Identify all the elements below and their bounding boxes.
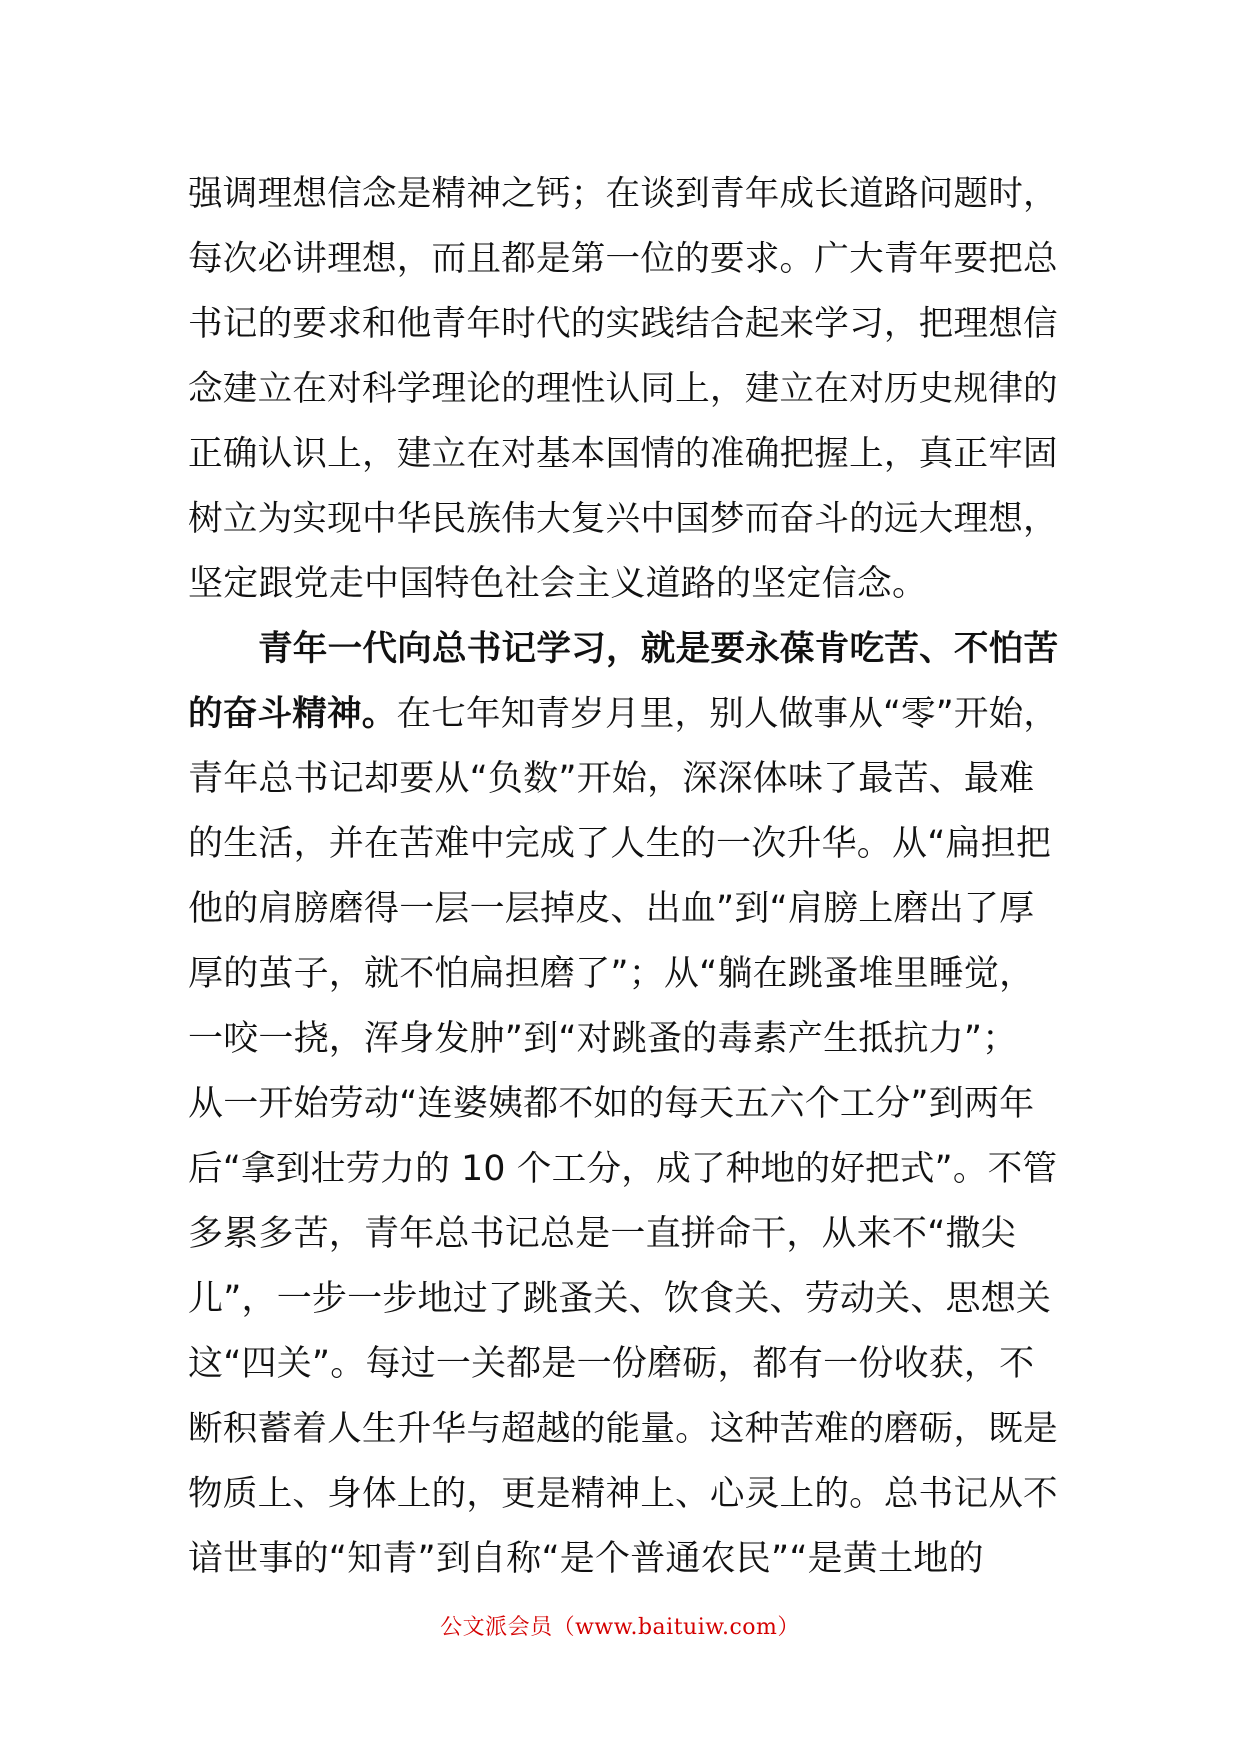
text-segment: 念建立在对科学理论的理性认同上，建立在对历史规律的 xyxy=(188,369,1058,409)
text-segment: 从一开始劳动“连婆姨都不如的每天五六个工分”到两年 xyxy=(188,1084,1035,1124)
text-line xyxy=(188,357,1058,422)
text-segment: 物质上、身体上的，更是精神上、心灵上的。总书记从不 xyxy=(188,1474,1058,1514)
text-line xyxy=(188,162,1058,227)
text-line xyxy=(188,1527,1058,1592)
text-segment: 树立为实现中华民族伟大复兴中国梦而奋斗的远大理想， xyxy=(188,499,1058,539)
text-line xyxy=(188,1397,1058,1462)
text-line xyxy=(188,617,1058,682)
bold-text-segment: 青年一代向总书记学习，就是要永葆肯吃苦、不怕苦 xyxy=(258,629,1059,669)
text-segment: 在七年知青岁月里，别人做事从“零”开始， xyxy=(396,694,1059,734)
text-line xyxy=(188,1137,1058,1202)
text-segment: 每次必讲理想，而且都是第一位的要求。广大青年要把总 xyxy=(188,239,1058,279)
text-line xyxy=(188,292,1058,357)
text-line xyxy=(188,1332,1058,1397)
document-body xyxy=(188,162,1058,1592)
text-segment: 一咬一挠，浑身发肿”到“对跳蚤的毒素产生抵抗力”； xyxy=(188,1019,1018,1059)
text-line xyxy=(188,1072,1058,1137)
text-line xyxy=(188,552,1058,617)
text-segment: 青年总书记却要从“负数”开始，深深体味了最苦、最难 xyxy=(188,759,1035,799)
text-line xyxy=(188,1007,1058,1072)
text-segment: 断积蓄着人生升华与超越的能量。这种苦难的磨砺，既是 xyxy=(188,1409,1058,1449)
text-segment: 这“四关”。每过一关都是一份磨砺，都有一份收获，不 xyxy=(188,1344,1035,1384)
text-segment: 强调理想信念是精神之钙；在谈到青年成长道路问题时， xyxy=(188,174,1058,214)
text-segment: 的生活，并在苦难中完成了人生的一次升华。从“扁担把 xyxy=(188,824,1052,864)
text-segment: 书记的要求和他青年时代的实践结合起来学习，把理想信 xyxy=(188,304,1058,344)
text-segment: 坚定跟党走中国特色社会主义道路的坚定信念。 xyxy=(188,564,928,604)
text-line xyxy=(188,812,1058,877)
text-segment: 厚的茧子，就不怕扁担磨了”；从“躺在跳蚤堆里睡觉， xyxy=(188,954,1035,994)
text-segment: 多累多苦，青年总书记总是一直拼命干，从来不“撒尖 xyxy=(188,1214,1016,1254)
text-segment: 谙世事的“知青”到自称“是个普通农民”“是黄土地的 xyxy=(188,1539,984,1579)
text-segment: 他的肩膀磨得一层一层掉皮、出血”到“肩膀上磨出了厚 xyxy=(188,889,1035,929)
text-segment: 正确认识上，建立在对基本国情的准确把握上，真正牢固 xyxy=(188,434,1058,474)
text-segment: 后“拿到壮劳力的 10 个工分，成了种地的好把式”。不管 xyxy=(188,1149,1058,1189)
text-line xyxy=(188,1202,1058,1267)
bold-text-segment: 的奋斗精神。 xyxy=(188,694,397,734)
text-line xyxy=(188,422,1058,487)
text-line xyxy=(188,487,1058,552)
text-line xyxy=(188,747,1058,812)
text-line xyxy=(188,227,1058,292)
text-line xyxy=(188,877,1058,942)
text-line xyxy=(188,682,1058,747)
footer-watermark: 公文派会员（www.baituiw.com） xyxy=(440,1615,800,1640)
text-segment: 儿”，一步一步地过了跳蚤关、饮食关、劳动关、思想关 xyxy=(188,1279,1052,1319)
text-line xyxy=(188,1462,1058,1527)
text-line xyxy=(188,1267,1058,1332)
text-line xyxy=(188,942,1058,1007)
